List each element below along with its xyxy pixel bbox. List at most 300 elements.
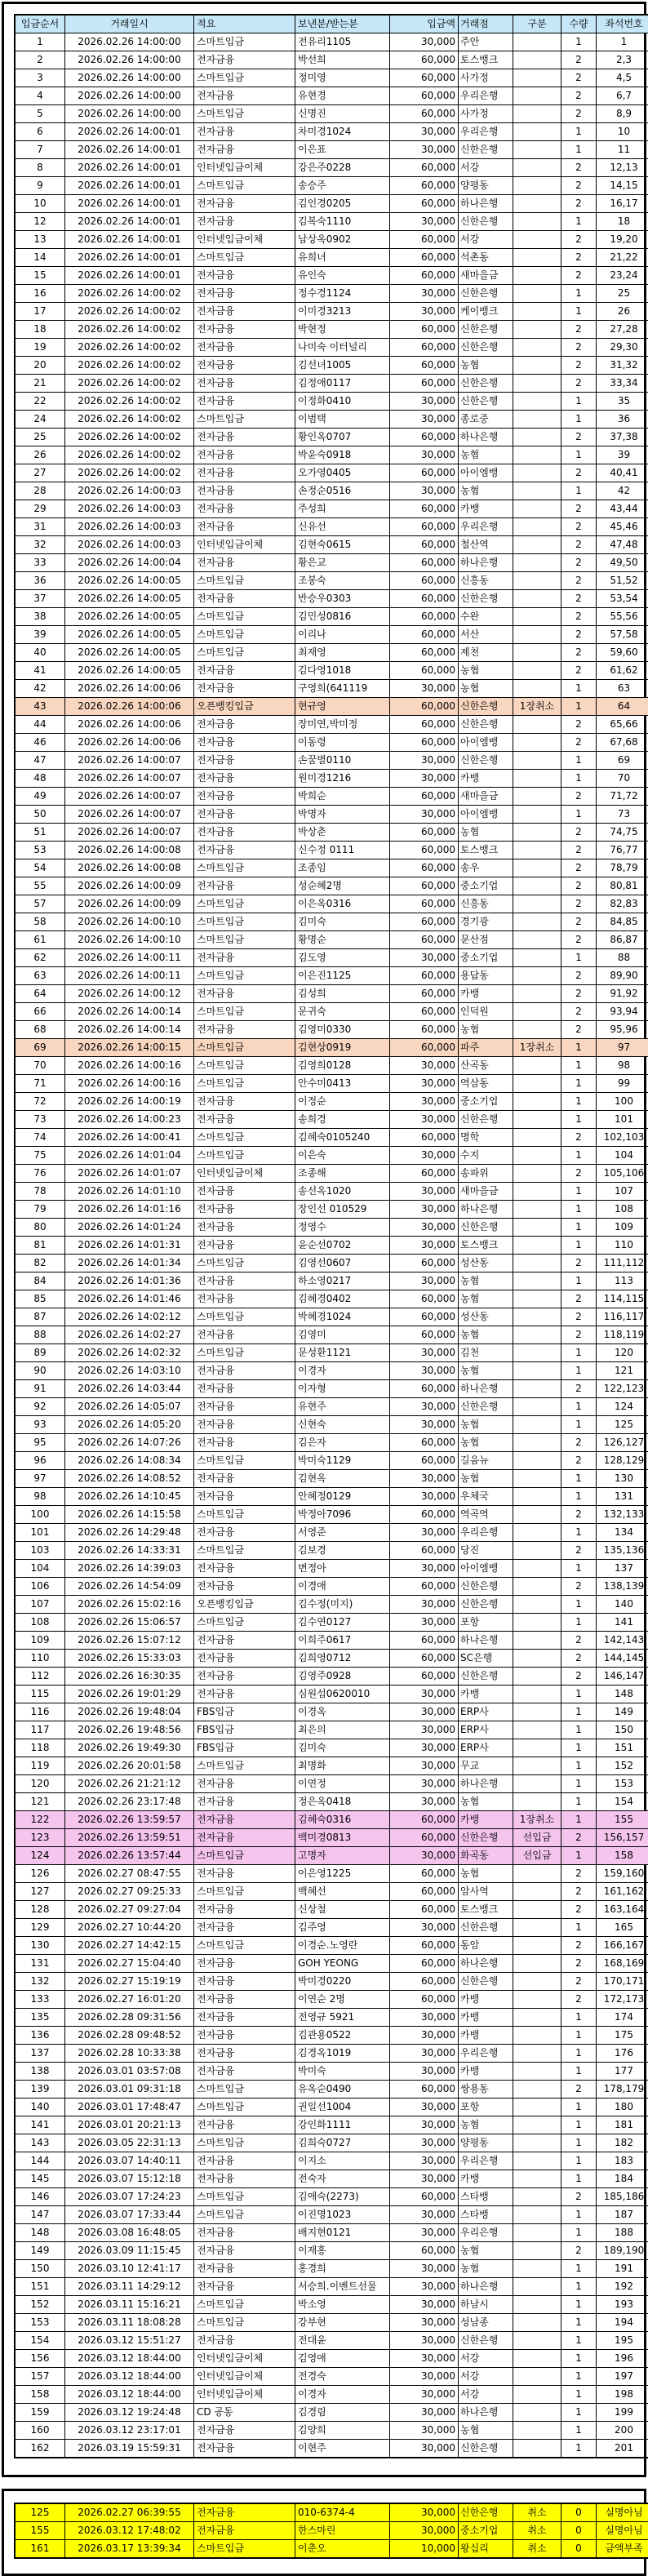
- cell-seq: 66: [15, 1003, 65, 1021]
- cell-seat: 121: [597, 1362, 648, 1380]
- cell-seat: 63: [597, 680, 648, 698]
- cell-seat: 10: [597, 123, 648, 141]
- cell-datetime: 2026.02.26 14:01:46: [65, 1290, 194, 1308]
- cell-sender: 박상춘: [295, 824, 390, 842]
- table-row: [15, 1919, 648, 1937]
- cell-desc: 전자금융: [194, 1219, 295, 1237]
- cell-seq: 37: [15, 590, 65, 608]
- cell-branch: 카뱅: [459, 985, 513, 1003]
- cell-sender: 나미숙 이터널리: [295, 339, 390, 357]
- cell-datetime: 2026.02.27 06:39:55: [65, 2503, 194, 2522]
- cell-category: [513, 2368, 561, 2386]
- cell-amount: 30,000: [390, 1614, 459, 1632]
- table-row: [15, 69, 648, 87]
- cell-seq: 73: [15, 1111, 65, 1129]
- cell-qty: 2: [561, 1165, 597, 1183]
- cell-sender: 이연정: [295, 1775, 390, 1793]
- cell-category: 1장취소: [513, 1039, 561, 1057]
- cell-branch: 하나은행: [459, 554, 513, 572]
- cell-qty: 1: [561, 752, 597, 770]
- cell-qty: 1: [561, 1596, 597, 1614]
- cell-amount: 10,000: [390, 2540, 459, 2559]
- cell-qty: 2: [561, 51, 597, 69]
- cell-amount: 60,000: [390, 1811, 459, 1829]
- cell-amount: 60,000: [390, 877, 459, 895]
- cell-qty: 1: [561, 2045, 597, 2063]
- cell-desc: 스마트입금: [194, 1344, 295, 1362]
- cell-amount: 30,000: [390, 2296, 459, 2314]
- cell-seq: 49: [15, 788, 65, 806]
- cell-seat: 18: [597, 213, 648, 231]
- cell-qty: 1: [561, 1362, 597, 1380]
- cell-amount: 60,000: [390, 1883, 459, 1901]
- cell-seat: 84,85: [597, 913, 648, 931]
- cell-branch: 서강: [459, 2350, 513, 2368]
- table-row: [15, 824, 648, 842]
- cell-amount: 60,000: [390, 1937, 459, 1955]
- cell-seq: 41: [15, 662, 65, 680]
- cell-seq: 12: [15, 213, 65, 231]
- cell-branch: ERP사: [459, 1739, 513, 1757]
- table-row: [15, 231, 648, 249]
- cell-seat: 70: [597, 770, 648, 788]
- cell-desc: 인터넷입금이체: [194, 2386, 295, 2404]
- cell-amount: 30,000: [390, 1344, 459, 1362]
- cell-datetime: 2026.02.26 14:00:00: [65, 69, 194, 87]
- cell-datetime: 2026.03.12 15:51:27: [65, 2332, 194, 2350]
- cell-desc: 스마트입금: [194, 859, 295, 877]
- cell-seat: 33,34: [597, 375, 648, 393]
- table-row: [15, 1991, 648, 2009]
- cell-qty: 1: [561, 2422, 597, 2440]
- cell-seq: 96: [15, 1452, 65, 1470]
- cell-seq: 81: [15, 1237, 65, 1255]
- cell-desc: 전자금융: [194, 1416, 295, 1434]
- cell-branch: 신한은행: [459, 1398, 513, 1416]
- cell-category: [513, 2386, 561, 2404]
- cell-branch: 새마을금: [459, 267, 513, 285]
- cell-desc: 전자금융: [194, 1991, 295, 2009]
- cell-qty: 1: [561, 2368, 597, 2386]
- table-row: [15, 967, 648, 985]
- cell-sender: 박정아7096: [295, 1506, 390, 1524]
- cell-sender: 성순혜2명: [295, 877, 390, 895]
- cell-category: 취소: [513, 2503, 561, 2522]
- cell-branch: 수완: [459, 608, 513, 626]
- cell-desc: 스마트입금: [194, 913, 295, 931]
- table-row: [15, 1326, 648, 1344]
- cell-branch: 하나은행: [459, 195, 513, 213]
- cell-sender: 손정순0516: [295, 482, 390, 500]
- deposit-table-header: [15, 15, 648, 33]
- cell-sender: 반승우0303: [295, 590, 390, 608]
- cell-category: [513, 1883, 561, 1901]
- cell-category: [513, 590, 561, 608]
- cell-amount: 30,000: [390, 1416, 459, 1434]
- cell-category: [513, 967, 561, 985]
- cell-branch: 농협: [459, 2116, 513, 2134]
- cell-amount: 30,000: [390, 2045, 459, 2063]
- cell-sender: 김정애0117: [295, 375, 390, 393]
- cell-qty: 2: [561, 859, 597, 877]
- cell-sender: 김영선0607: [295, 1255, 390, 1272]
- cell-sender: 박현정: [295, 321, 390, 339]
- cell-desc: 전자금융: [194, 1434, 295, 1452]
- cell-seat: 201: [597, 2440, 648, 2458]
- cell-amount: 30,000: [390, 141, 459, 159]
- cell-qty: 2: [561, 554, 597, 572]
- cell-amount: 30,000: [390, 1847, 459, 1865]
- cell-branch: 농협: [459, 1362, 513, 1380]
- cell-seat: 88: [597, 949, 648, 967]
- cell-sender: 박미경0220: [295, 1973, 390, 1991]
- cell-branch: 길음뉴: [459, 1452, 513, 1470]
- cell-sender: 조종해: [295, 1165, 390, 1183]
- cell-category: [513, 824, 561, 842]
- cell-amount: 30,000: [390, 2099, 459, 2116]
- cell-seat: 36: [597, 411, 648, 429]
- table-row: [15, 1847, 648, 1865]
- cell-seat: 132,133: [597, 1506, 648, 1524]
- cell-branch: 아이엠뱅: [459, 806, 513, 824]
- cell-sender: 전숙자: [295, 2170, 390, 2188]
- cell-qty: 1: [561, 123, 597, 141]
- cell-datetime: 2026.03.01 09:31:18: [65, 2081, 194, 2099]
- cell-seq: 98: [15, 1488, 65, 1506]
- cell-branch: 문산점: [459, 931, 513, 949]
- table-row: [15, 752, 648, 770]
- table-row: [15, 590, 648, 608]
- cell-amount: 60,000: [390, 1991, 459, 2009]
- cell-category: [513, 411, 561, 429]
- table-row: [15, 1811, 648, 1829]
- cell-amount: 60,000: [390, 1003, 459, 1021]
- cell-datetime: 2026.02.26 14:01:36: [65, 1272, 194, 1290]
- table-row: [15, 285, 648, 303]
- cell-amount: 60,000: [390, 1165, 459, 1183]
- cell-desc: 스마트입금: [194, 2188, 295, 2206]
- table-row: [15, 464, 648, 482]
- cell-qty: 2: [561, 1829, 597, 1847]
- cell-sender: 박소영: [295, 2296, 390, 2314]
- table-row: [15, 482, 648, 500]
- cell-amount: 60,000: [390, 913, 459, 931]
- cell-seat: 142,143: [597, 1632, 648, 1650]
- cell-sender: 이범택: [295, 411, 390, 429]
- cell-seat: 131: [597, 1488, 648, 1506]
- cell-branch: 중소기업: [459, 949, 513, 967]
- cell-amount: 60,000: [390, 716, 459, 734]
- cell-desc: 전자금융: [194, 1111, 295, 1129]
- cell-amount: 30,000: [390, 1757, 459, 1775]
- cell-amount: 30,000: [390, 2009, 459, 2027]
- cell-seat: 40,41: [597, 464, 648, 482]
- table-row: [15, 1901, 648, 1919]
- cell-desc: 전자금융: [194, 51, 295, 69]
- cell-seq: 9: [15, 177, 65, 195]
- cell-seat: 71,72: [597, 788, 648, 806]
- cell-datetime: 2026.02.26 14:00:06: [65, 698, 194, 716]
- cell-datetime: 2026.02.26 19:48:56: [65, 1721, 194, 1739]
- table-row: [15, 1290, 648, 1308]
- table-row: [15, 1955, 648, 1973]
- cell-amount: 60,000: [390, 1129, 459, 1147]
- cell-datetime: 2026.02.26 14:29:48: [65, 1524, 194, 1542]
- cell-sender: 김경옥1019: [295, 2045, 390, 2063]
- cell-sender: 박혜경1024: [295, 1308, 390, 1326]
- cell-sender: 박윤숙0918: [295, 446, 390, 464]
- cell-datetime: 2026.02.26 15:06:57: [65, 1614, 194, 1632]
- cell-qty: 1: [561, 1775, 597, 1793]
- cell-seq: 8: [15, 159, 65, 177]
- cell-branch: 신한은행: [459, 1829, 513, 1847]
- cell-category: [513, 2350, 561, 2368]
- cell-sender: 박명자: [295, 806, 390, 824]
- table-row: [15, 2350, 648, 2368]
- cell-desc: 전자금융: [194, 1183, 295, 1201]
- cell-qty: 1: [561, 1398, 597, 1416]
- cell-datetime: 2026.02.26 19:49:30: [65, 1739, 194, 1757]
- cell-sender: 서영준: [295, 1524, 390, 1542]
- cell-desc: 전자금융: [194, 1488, 295, 1506]
- cell-qty: 2: [561, 1883, 597, 1901]
- cell-seq: 109: [15, 1632, 65, 1650]
- table-row: [15, 1524, 648, 1542]
- cell-seat: 125: [597, 1416, 648, 1434]
- table-row: [15, 2422, 648, 2440]
- cell-seq: 16: [15, 285, 65, 303]
- cell-seq: 25: [15, 429, 65, 446]
- table-row: [15, 680, 648, 698]
- cell-qty: 1: [561, 680, 597, 698]
- cell-desc: 전자금융: [194, 518, 295, 536]
- cell-amount: 60,000: [390, 321, 459, 339]
- cell-datetime: 2026.02.26 13:59:51: [65, 1829, 194, 1847]
- cell-desc: 스마트입금: [194, 626, 295, 644]
- cell-seq: 14: [15, 249, 65, 267]
- cell-category: [513, 141, 561, 159]
- cell-seat: 168,169: [597, 1955, 648, 1973]
- cell-desc: 전자금융: [194, 1362, 295, 1380]
- cell-amount: 30,000: [390, 770, 459, 788]
- cell-sender: 장미연,박미정: [295, 716, 390, 734]
- cell-desc: 스마트입금: [194, 2099, 295, 2116]
- cell-sender: 이경애: [295, 1578, 390, 1596]
- cell-datetime: 2026.02.26 14:00:01: [65, 195, 194, 213]
- cell-qty: 1: [561, 393, 597, 411]
- cell-desc: 전자금융: [194, 1524, 295, 1542]
- cell-branch: 신한은행: [459, 2503, 513, 2522]
- cell-desc: 전자금융: [194, 195, 295, 213]
- cell-datetime: 2026.02.26 14:00:14: [65, 1021, 194, 1039]
- cell-desc: 전자금융: [194, 267, 295, 285]
- cell-desc: 전자금융: [194, 2422, 295, 2440]
- cell-qty: 1: [561, 770, 597, 788]
- cell-category: [513, 464, 561, 482]
- cell-qty: 1: [561, 2386, 597, 2404]
- cell-desc: 전자금융: [194, 321, 295, 339]
- cell-datetime: 2026.02.26 14:00:00: [65, 33, 194, 51]
- cell-branch: 역곡역: [459, 1506, 513, 1524]
- cell-amount: 60,000: [390, 788, 459, 806]
- cell-branch: 서산: [459, 626, 513, 644]
- cell-seat: 191: [597, 2260, 648, 2278]
- cell-seat: 23,24: [597, 267, 648, 285]
- cell-category: [513, 123, 561, 141]
- cell-datetime: 2026.03.07 15:12:18: [65, 2170, 194, 2188]
- cell-desc: 전자금융: [194, 2116, 295, 2134]
- cell-seat: 180: [597, 2099, 648, 2116]
- cell-sender: 이은영1225: [295, 1865, 390, 1883]
- cell-seq: 76: [15, 1165, 65, 1183]
- cell-seq: 92: [15, 1398, 65, 1416]
- cell-desc: 오픈뱅킹입금: [194, 1596, 295, 1614]
- cell-datetime: 2026.02.27 10:44:20: [65, 1919, 194, 1937]
- cell-sender: 이자형: [295, 1380, 390, 1398]
- cell-desc: 전자금융: [194, 429, 295, 446]
- cell-desc: 스마트입금: [194, 69, 295, 87]
- cell-branch: 신한은행: [459, 285, 513, 303]
- cell-seat: 111,112: [597, 1255, 648, 1272]
- cell-branch: 농협: [459, 357, 513, 375]
- cell-seat: 109: [597, 1219, 648, 1237]
- cell-amount: 30,000: [390, 2440, 459, 2458]
- cell-category: [513, 1452, 561, 1470]
- cell-seat: 8,9: [597, 105, 648, 123]
- cell-amount: 30,000: [390, 123, 459, 141]
- table-row: [15, 2440, 648, 2458]
- cell-seq: 160: [15, 2422, 65, 2440]
- cell-qty: 1: [561, 806, 597, 824]
- cell-qty: 2: [561, 1650, 597, 1668]
- table-row: [15, 2540, 648, 2559]
- cell-category: [513, 69, 561, 87]
- cell-seat: 16,17: [597, 195, 648, 213]
- cell-branch: 새마을금: [459, 788, 513, 806]
- cell-sender: 김영주0928: [295, 1668, 390, 1686]
- cell-category: [513, 357, 561, 375]
- cell-seq: 139: [15, 2081, 65, 2099]
- cell-branch: 명학: [459, 1129, 513, 1147]
- cell-branch: 농협: [459, 824, 513, 842]
- cell-qty: 1: [561, 411, 597, 429]
- cell-sender: 남상옥0902: [295, 231, 390, 249]
- cell-category: [513, 177, 561, 195]
- cell-category: [513, 1219, 561, 1237]
- cell-branch: 카뱅: [459, 2170, 513, 2188]
- cell-datetime: 2026.02.26 14:54:09: [65, 1578, 194, 1596]
- cell-datetime: 2026.02.26 14:00:09: [65, 877, 194, 895]
- cell-datetime: 2026.02.26 14:00:02: [65, 339, 194, 357]
- cell-datetime: 2026.02.26 14:00:01: [65, 159, 194, 177]
- cell-category: [513, 1757, 561, 1775]
- cell-sender: 강부현: [295, 2314, 390, 2332]
- cell-branch: 성산동: [459, 1308, 513, 1326]
- deposit-list-table: [14, 14, 648, 2458]
- table-row: [15, 1488, 648, 1506]
- cell-sender: 김혜숙0316: [295, 1811, 390, 1829]
- cell-branch: 양평동: [459, 177, 513, 195]
- cell-datetime: 2026.02.26 13:57:44: [65, 1847, 194, 1865]
- cell-category: [513, 500, 561, 518]
- cell-seq: 128: [15, 1901, 65, 1919]
- cell-seq: 54: [15, 859, 65, 877]
- cell-amount: 30,000: [390, 2422, 459, 2440]
- cell-qty: 2: [561, 608, 597, 626]
- cell-amount: 30,000: [390, 2027, 459, 2045]
- column-header-seat: 좌석번호: [597, 15, 648, 33]
- cell-desc: 스마트입금: [194, 1847, 295, 1865]
- cell-desc: 전자금융: [194, 500, 295, 518]
- cell-desc: 스마트입금: [194, 1147, 295, 1165]
- cell-amount: 60,000: [390, 105, 459, 123]
- cell-branch: 암사역: [459, 1883, 513, 1901]
- cell-seq: 10: [15, 195, 65, 213]
- cell-qty: 1: [561, 1344, 597, 1362]
- cell-category: [513, 1901, 561, 1919]
- cell-datetime: 2026.03.01 03:57:08: [65, 2063, 194, 2081]
- cell-category: [513, 913, 561, 931]
- cell-qty: 1: [561, 2224, 597, 2242]
- cell-desc: 전자금융: [194, 87, 295, 105]
- cell-qty: 2: [561, 2242, 597, 2260]
- cell-qty: 2: [561, 375, 597, 393]
- cell-seat: 187: [597, 2206, 648, 2224]
- cell-amount: 60,000: [390, 824, 459, 842]
- cell-category: [513, 1201, 561, 1219]
- cell-desc: 전자금융: [194, 1919, 295, 1937]
- cell-branch: 아이엠뱅: [459, 464, 513, 482]
- table-row: [15, 1416, 648, 1434]
- cell-sender: 홍경희: [295, 2260, 390, 2278]
- cell-category: [513, 1955, 561, 1973]
- cell-category: [513, 2063, 561, 2081]
- cell-branch: 중소기업: [459, 2522, 513, 2540]
- cell-datetime: 2026.02.26 14:02:12: [65, 1308, 194, 1326]
- cell-category: [513, 1470, 561, 1488]
- cell-sender: 황인옥0707: [295, 429, 390, 446]
- cell-branch: 신한은행: [459, 1668, 513, 1686]
- cell-seat: 182: [597, 2134, 648, 2152]
- cell-seq: 108: [15, 1614, 65, 1632]
- table-row: [15, 1578, 648, 1596]
- cell-seq: 138: [15, 2063, 65, 2081]
- cell-amount: 30,000: [390, 1147, 459, 1165]
- cell-seat: 154: [597, 1793, 648, 1811]
- cell-sender: 이경순.노영란: [295, 1937, 390, 1955]
- cell-datetime: 2026.02.26 14:01:31: [65, 1237, 194, 1255]
- cell-seq: 118: [15, 1739, 65, 1757]
- cell-sender: 박희순: [295, 788, 390, 806]
- cell-category: [513, 644, 561, 662]
- table-row: [15, 2296, 648, 2314]
- cell-sender: 김주영: [295, 1919, 390, 1937]
- cell-qty: 1: [561, 213, 597, 231]
- cell-seat: 146,147: [597, 1668, 648, 1686]
- cell-category: [513, 1686, 561, 1703]
- cell-seq: 129: [15, 1919, 65, 1937]
- cell-qty: 1: [561, 1237, 597, 1255]
- cell-category: [513, 1793, 561, 1811]
- cell-sender: 이정순: [295, 1093, 390, 1111]
- table-row: [15, 2503, 648, 2522]
- cell-datetime: 2026.02.26 14:00:10: [65, 913, 194, 931]
- cell-seat: 151: [597, 1739, 648, 1757]
- cell-desc: 스마트입금: [194, 1883, 295, 1901]
- cell-seat: 67,68: [597, 734, 648, 752]
- cell-branch: 신한은행: [459, 716, 513, 734]
- cell-amount: 30,000: [390, 1739, 459, 1757]
